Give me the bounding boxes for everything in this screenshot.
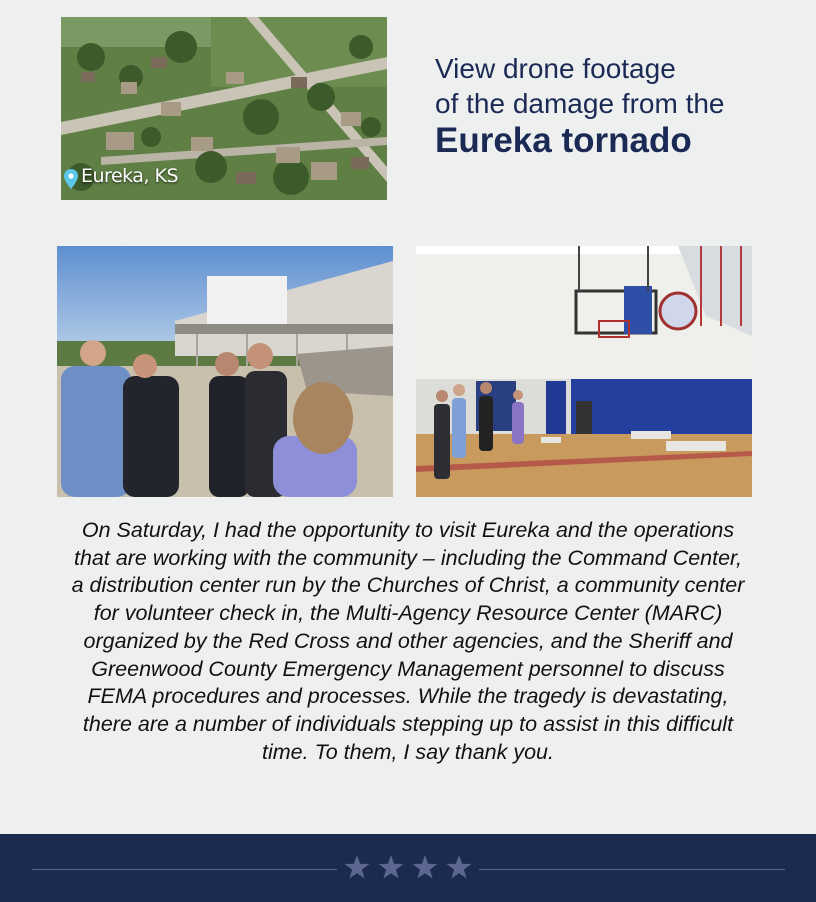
footer-bar (0, 834, 816, 902)
location-pin-icon (64, 169, 78, 189)
star-icon (413, 855, 438, 879)
footer-divider-left (32, 869, 337, 870)
star-icon (447, 855, 472, 879)
star-icon (345, 855, 370, 879)
drone-location-caption: Eureka, KS (81, 165, 179, 187)
footer-divider-right (479, 869, 785, 870)
photo-stadium-visit (57, 246, 393, 497)
drone-footage-headline[interactable] (435, 51, 795, 161)
drone-video-thumbnail[interactable] (61, 17, 387, 200)
star-icon (379, 855, 404, 879)
footer-stars (340, 850, 476, 886)
headline-line-1: View drone footage (435, 53, 676, 84)
headline-line-2: of the damage from the (435, 88, 725, 119)
visit-summary-paragraph: On Saturday, I had the opportunity to visit Eureka and the operations that are working with the community – including the Command Center, a distribution center run by the Churches of Christ, a community center for volunteer check in, the Multi-Agency Resource Center (MARC) organized by the Red Cross and other agencies, and the Sheriff and Greenwood County Emergency Management personnel to discuss FEMA procedures and processes. While the tragedy is devastating, there are a number of individuals stepping up to assist in this difficult time. To them, I say thank you. (71, 518, 745, 764)
photo-gymnasium-visit (416, 246, 752, 497)
headline-title: Eureka tornado (435, 121, 692, 160)
